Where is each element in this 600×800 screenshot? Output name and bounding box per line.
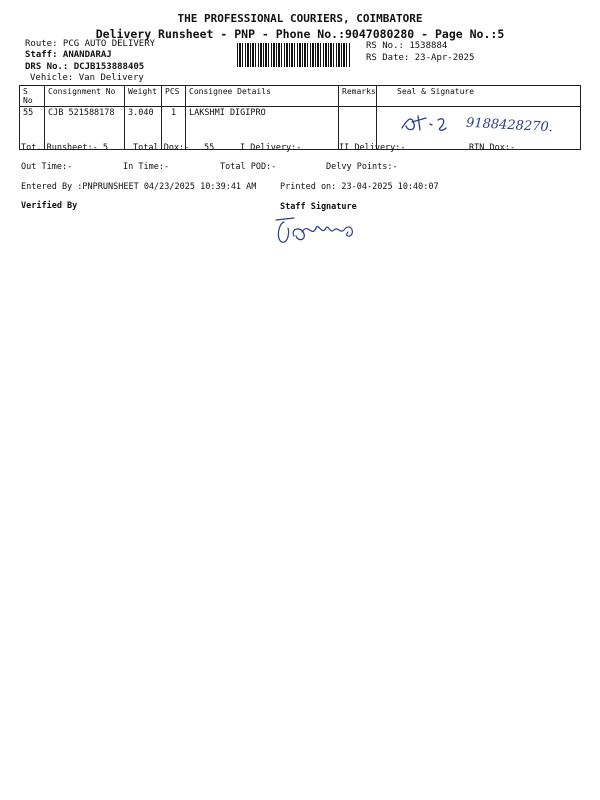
col-header-consignment: Consignment No xyxy=(45,86,125,107)
cell-sno: 55 xyxy=(20,107,45,150)
barcode-graphic xyxy=(237,43,351,67)
col-header-pcs: PCS xyxy=(162,86,186,107)
in-time: In Time:- xyxy=(123,162,170,172)
company-title: THE PROFESSIONAL COURIERS, COIMBATORE xyxy=(177,12,423,25)
seal-header-text: Seal & Signature xyxy=(397,87,475,96)
col-header-seal xyxy=(377,86,581,107)
verified-by: Verified By xyxy=(21,201,78,211)
entered-by: Entered By :PNPRUNSHEET 04/23/2025 10:39:41 AM xyxy=(21,182,257,192)
staff-signature-label: Staff Signature xyxy=(280,202,357,212)
rs-number: RS No.: 1538884 xyxy=(366,41,448,51)
total-dox-label: Total Dox:- xyxy=(133,143,190,153)
cell-consignee: LAKSHMI DIGIPRO xyxy=(186,107,339,150)
tot-runsheet: Tot. Runsheet:- 5 xyxy=(21,143,108,153)
route-label: Route: PCG AUTO DELIVERY xyxy=(25,39,156,49)
cell-pcs: 1 xyxy=(162,107,186,150)
runsheet-subtitle: Delivery Runsheet - PNP - Phone No.:9047080280 - Page No.:5 xyxy=(95,27,505,41)
handwritten-phone: 9188428270. xyxy=(465,115,554,136)
handwritten-signature-scribble xyxy=(398,112,458,136)
staff-label: Staff: ANANDARAJ xyxy=(25,50,112,60)
staff-signature-scribble xyxy=(272,214,362,248)
rs-date: RS Date: 23-Apr-2025 xyxy=(366,53,475,63)
cell-weight: 3.040 xyxy=(125,107,162,150)
col-header-sno: S No xyxy=(20,86,45,107)
vehicle-label: Vehicle: Van Delivery xyxy=(30,73,144,83)
delvy-points: Delvy Points:- xyxy=(326,162,398,172)
col-header-consignee: Consignee Details xyxy=(186,86,339,107)
drs-number: DRS No.: DCJB153888405 xyxy=(25,62,145,72)
ii-delivery: II Delivery:- xyxy=(339,143,406,153)
col-header-remarks: Remarks xyxy=(339,86,377,107)
out-time: Out Time:- xyxy=(21,162,73,172)
i-delivery: I Delivery:- xyxy=(240,143,302,153)
printed-on: Printed on: 23-04-2025 10:40:07 xyxy=(280,182,439,192)
rtn-dox: RTN Dox:- xyxy=(469,143,516,153)
cell-consignment: CJB 521588178 xyxy=(45,107,125,150)
total-dox-value: 55 xyxy=(204,143,215,153)
table-header-row xyxy=(20,86,581,107)
total-pod: Total POD:- xyxy=(220,162,277,172)
col-header-weight: Weight xyxy=(125,86,162,107)
